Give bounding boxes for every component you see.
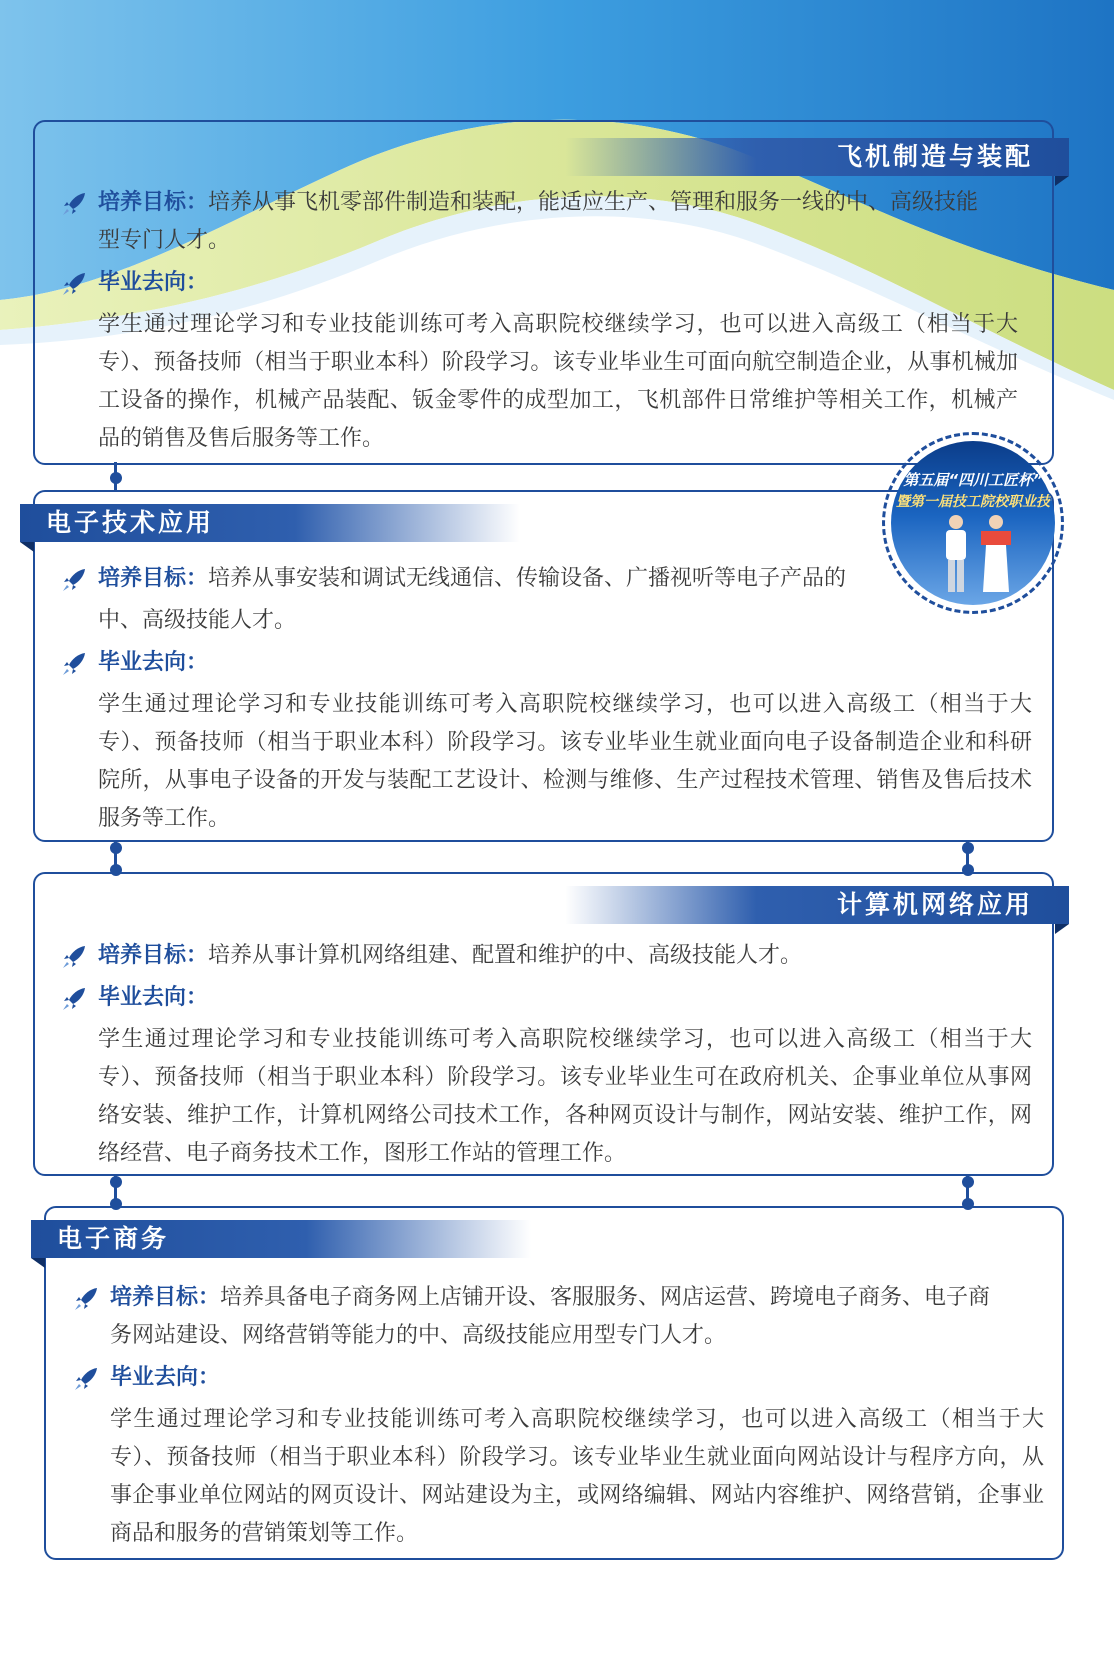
training-goal-label: 培养目标：	[98, 190, 209, 215]
training-goal-label: 培养目标：	[110, 1285, 221, 1310]
connector-dot	[110, 864, 122, 876]
career-label: 毕业去向：	[98, 985, 209, 1010]
rocket-icon	[73, 1286, 99, 1312]
career-row	[98, 644, 208, 682]
career-label: 毕业去向：	[98, 270, 209, 295]
career-row	[98, 264, 208, 302]
training-goal-label: 培养目标：	[98, 566, 209, 591]
banner-fold	[1055, 924, 1069, 934]
training-goal-text: 中、高级技能人才。	[98, 608, 297, 633]
photo-caption-line2: 暨第一届技工院校职业技	[896, 494, 1050, 510]
connector-dot	[110, 472, 122, 484]
training-goal-row	[98, 560, 846, 598]
training-goal-row	[98, 222, 230, 260]
career-text: 学生通过理论学习和专业技能训练可考入高职院校继续学习，也可以进入高级工（相当于大专）、预备技师（相当于职业本科）阶段学习。该专业毕业生就业面向电子设备制造企业和科研院所，从事电子设备的开发与装配工艺设计、检测与维修、生产过程技术管理、销售及售后技术服务等工作。	[98, 692, 1032, 831]
major-title-banner	[20, 504, 520, 542]
rocket-icon	[61, 651, 87, 677]
training-goal-text: 培养从事飞机零部件制造和装配，能适应生产、管理和服务一线的中、高级技能	[208, 190, 979, 215]
career-row	[110, 1359, 220, 1397]
major-title: 飞机制造与装配	[836, 142, 1033, 171]
career-label: 毕业去向：	[98, 650, 209, 675]
career-label: 毕业去向：	[110, 1365, 221, 1390]
training-goal-text: 型专门人才。	[98, 228, 231, 253]
training-goal-text: 务网站建设、网络营销等能力的中、高级技能应用型专门人才。	[110, 1323, 727, 1348]
rocket-icon	[61, 271, 87, 297]
career-text: 学生通过理论学习和专业技能训练可考入高职院校继续学习，也可以进入高级工（相当于大专）、预备技师（相当于职业本科）阶段学习。该专业毕业生可在政府机关、企事业单位从事网络安装、维护工作，计算机网络公司技术工作，各种网页设计与制作，网站安装、维护工作，网络经营、电子商务技术工作，图形工作站的管理工作。	[98, 1027, 1032, 1166]
award-photo	[882, 432, 1064, 614]
major-title: 电子商务	[57, 1224, 170, 1253]
connector-dot	[962, 1198, 974, 1210]
training-goal-row	[98, 184, 978, 222]
major-title-banner	[565, 886, 1069, 924]
rocket-icon	[61, 567, 87, 593]
banner-fold	[1055, 176, 1069, 186]
rocket-icon	[61, 944, 87, 970]
training-goal-row	[98, 937, 802, 975]
training-goal-text: 培养具备电子商务网上店铺开设、客服服务、网店运营、跨境电子商务、电子商	[220, 1285, 991, 1310]
connector-dot	[110, 842, 122, 854]
banner-fold	[31, 1258, 45, 1268]
connector-dot	[962, 842, 974, 854]
career-text: 学生通过理论学习和专业技能训练可考入高职院校继续学习，也可以进入高级工（相当于大专）、预备技师（相当于职业本科）阶段学习。该专业毕业生就业面向网站设计与程序方向，从事企事业单位网站的网页设计、网站建设为主，或网络编辑、网站内容维护、网络营销，企事业商品和服务的营销策划等工作。	[110, 1407, 1044, 1546]
rocket-icon	[73, 1366, 99, 1392]
training-goal-text: 培养从事计算机网络组建、配置和维护的中、高级技能人才。	[208, 943, 803, 968]
banner-fold	[20, 542, 34, 552]
training-goal-text: 培养从事安装和调试无线通信、传输设备、广播视听等电子产品的	[208, 566, 847, 591]
major-title-banner	[565, 138, 1069, 176]
connector-dot	[962, 864, 974, 876]
career-row	[98, 979, 208, 1017]
connector-dot	[110, 1198, 122, 1210]
major-title-banner	[31, 1220, 531, 1258]
person-figure-icon	[979, 513, 1013, 593]
rocket-icon	[61, 986, 87, 1012]
training-goal-row	[98, 602, 296, 640]
rocket-icon	[61, 191, 87, 217]
major-title: 计算机网络应用	[836, 890, 1033, 919]
career-text: 学生通过理论学习和专业技能训练可考入高职院校继续学习，也可以进入高级工（相当于大专）、预备技师（相当于职业本科）阶段学习。该专业毕业生可面向航空制造企业，从事机械加工设备的操作，机械产品装配、钣金零件的成型加工，飞机部件日常维护等相关工作，机械产品的销售及售后服务等工作。	[98, 312, 1018, 451]
connector-dot	[110, 1176, 122, 1188]
award-photo-image	[891, 441, 1055, 605]
training-goal-label: 培养目标：	[98, 943, 209, 968]
training-goal-row	[110, 1317, 726, 1355]
training-goal-row	[110, 1279, 990, 1317]
photo-caption-line1: 第五届“四川工匠杯”	[903, 471, 1043, 489]
connector-dot	[962, 1176, 974, 1188]
person-figure-icon	[941, 513, 971, 593]
major-title: 电子技术应用	[46, 508, 215, 537]
